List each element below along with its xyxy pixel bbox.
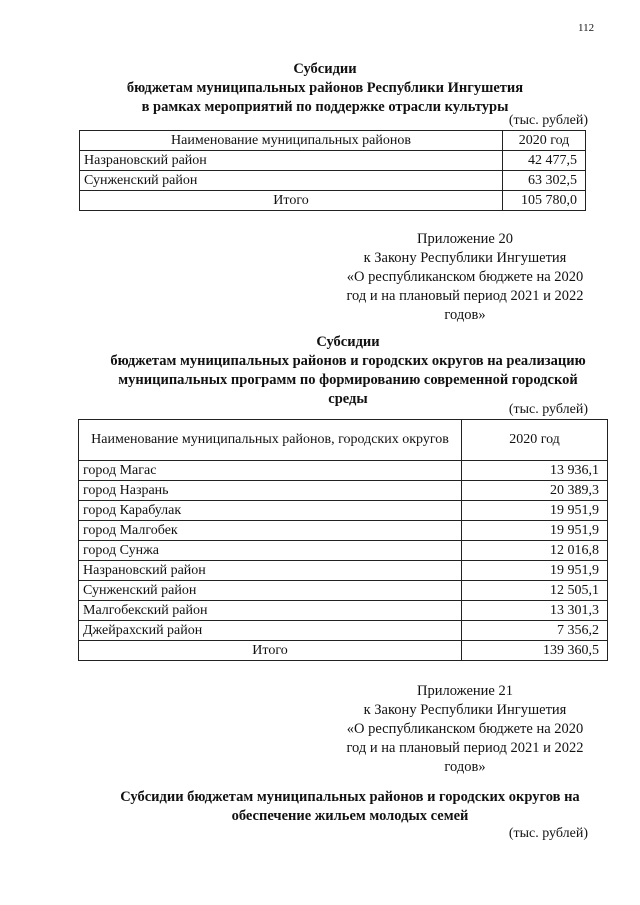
total-label: Итого <box>79 641 462 661</box>
row-value: 12 505,1 <box>462 581 608 601</box>
row-name: Сунженский район <box>80 171 503 191</box>
section2-table <box>78 419 608 661</box>
section3-title-line: обеспечение жильем молодых семей <box>231 808 469 824</box>
table-header-row <box>79 420 608 461</box>
appendix-line: год и на плановый период 2021 и 2022 <box>346 740 584 756</box>
section2-title-line: муниципальных программ по формированию современной городской <box>118 372 578 388</box>
row-name: город Сунжа <box>79 541 462 561</box>
table-row <box>79 481 608 501</box>
section2-title-line: Субсидии <box>316 334 380 350</box>
section3-units: (тыс. рублей) <box>508 826 588 841</box>
row-name: Сунженский район <box>79 581 462 601</box>
section3-title <box>80 788 620 826</box>
section1-title-line: в рамках мероприятий по поддержке отрасли культуры <box>141 99 509 115</box>
row-value: 13 936,1 <box>462 461 608 481</box>
table-row <box>79 501 608 521</box>
table-row <box>79 461 608 481</box>
table-total-row <box>80 191 586 211</box>
appendix-20 <box>330 230 600 325</box>
total-value: 105 780,0 <box>503 191 586 211</box>
table-row <box>79 521 608 541</box>
row-value: 19 951,9 <box>462 501 608 521</box>
section2-title-line: бюджетам муниципальных районов и городских округов на реализацию <box>110 353 586 369</box>
section1-title <box>60 60 590 117</box>
header-name: Наименование муниципальных районов, городских округов <box>79 420 462 461</box>
total-label: Итого <box>80 191 503 211</box>
section3-title-line: Субсидии бюджетам муниципальных районов и городских округов на <box>120 789 580 805</box>
row-value: 19 951,9 <box>462 561 608 581</box>
row-name: город Карабулак <box>79 501 462 521</box>
header-year: 2020 год <box>503 131 586 151</box>
section2-title <box>88 333 608 409</box>
appendix-line: Приложение 20 <box>417 231 513 247</box>
row-name: город Назрань <box>79 481 462 501</box>
table-row <box>79 561 608 581</box>
row-name: город Магас <box>79 461 462 481</box>
table-header-row <box>80 131 586 151</box>
appendix-line: Приложение 21 <box>417 683 513 699</box>
row-name: Малгобекский район <box>79 601 462 621</box>
row-name: Назрановский район <box>79 561 462 581</box>
table-total-row <box>79 641 608 661</box>
section1-table <box>79 130 586 211</box>
table-row <box>79 621 608 641</box>
row-name: Джейрахский район <box>79 621 462 641</box>
table-row <box>80 151 586 171</box>
appendix-line: год и на плановый период 2021 и 2022 <box>346 288 584 304</box>
row-value: 20 389,3 <box>462 481 608 501</box>
table-row <box>79 601 608 621</box>
appendix-line: к Закону Республики Ингушетия <box>363 702 567 718</box>
row-name: город Малгобек <box>79 521 462 541</box>
table-row <box>80 171 586 191</box>
row-value: 63 302,5 <box>503 171 586 191</box>
appendix-line: годов» <box>444 307 486 323</box>
row-value: 19 951,9 <box>462 521 608 541</box>
header-name: Наименование муниципальных районов <box>80 131 503 151</box>
appendix-line: «О республиканском бюджете на 2020 <box>346 269 584 285</box>
appendix-line: годов» <box>444 759 486 775</box>
table-row <box>79 581 608 601</box>
appendix-21 <box>330 682 600 777</box>
page-number: 112 <box>578 22 595 34</box>
total-value: 139 360,5 <box>462 641 608 661</box>
row-name: Назрановский район <box>80 151 503 171</box>
header-year: 2020 год <box>462 420 608 461</box>
section2-title-line: среды <box>328 391 368 407</box>
section2-units: (тыс. рублей) <box>508 402 588 417</box>
row-value: 42 477,5 <box>503 151 586 171</box>
row-value: 12 016,8 <box>462 541 608 561</box>
row-value: 7 356,2 <box>462 621 608 641</box>
section1-title-line: Субсидии <box>293 61 357 77</box>
section1-units: (тыс. рублей) <box>508 113 588 128</box>
table-row <box>79 541 608 561</box>
row-value: 13 301,3 <box>462 601 608 621</box>
appendix-line: к Закону Республики Ингушетия <box>363 250 567 266</box>
appendix-line: «О республиканском бюджете на 2020 <box>346 721 584 737</box>
section1-title-line: бюджетам муниципальных районов Республики Ингушетия <box>126 80 524 96</box>
